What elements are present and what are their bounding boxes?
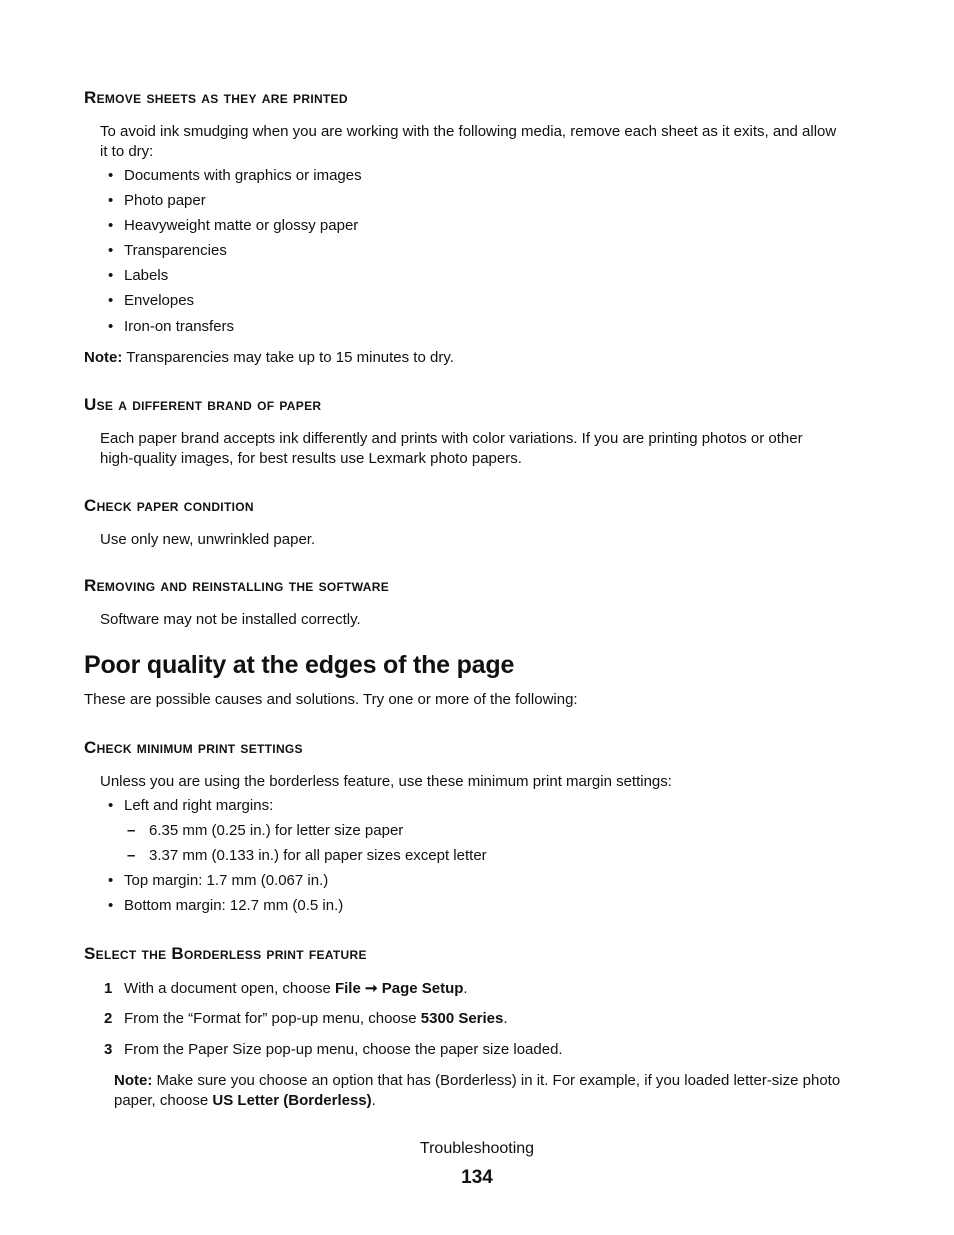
step-item: 1 With a document open, choose File ➞ Page Setup. (104, 980, 468, 997)
note-label: Note: (84, 349, 123, 366)
page-title: Poor quality at the edges of the page (84, 651, 515, 679)
paragraph-remove-sheets-line2: it to dry: (100, 143, 154, 160)
footer-section-title: Troubleshooting (419, 1140, 535, 1157)
list-item: • Photo paper (108, 192, 206, 209)
paragraph-check-paper: Use only new, unwrinkled paper. (100, 531, 316, 548)
list-item: • Labels (108, 267, 169, 284)
step-number: 2 (104, 1010, 113, 1027)
list-item: • Documents with graphics or images (108, 167, 362, 184)
section-heading-check-minimum: Check minimum print settings (84, 738, 303, 757)
note-borderless-line2: paper, choose US Letter (Borderless). (114, 1092, 376, 1109)
step-item: 2 From the “Format for” pop-up menu, choose 5300 Series. (104, 1010, 508, 1027)
bullet-icon: • (108, 797, 114, 814)
paragraph-intro: These are possible causes and solutions. Try one or more of the following: (84, 691, 578, 708)
page-number: 134 (461, 1167, 493, 1188)
bullet-icon: • (108, 267, 114, 284)
section-heading-check-paper: Check paper condition (84, 496, 254, 515)
bullet-icon: • (108, 192, 114, 209)
paragraph-check-minimum: Unless you are using the borderless feature, use these minimum print margin settings: (100, 773, 672, 790)
bullet-icon: • (108, 897, 114, 914)
step-item: 3 From the Paper Size pop-up menu, choose the paper size loaded. (104, 1041, 563, 1058)
list-item: • Envelopes (108, 292, 195, 309)
arrow-icon: ➞ (360, 980, 382, 997)
note-label: Note: (114, 1072, 153, 1089)
paragraph-reinstall: Software may not be installed correctly. (100, 611, 361, 628)
sub-list-item: – 3.37 mm (0.133 in.) for all paper sizes except letter (127, 847, 487, 864)
list-item: • Top margin: 1.7 mm (0.067 in.) (108, 872, 329, 889)
list-item: • Bottom margin: 12.7 mm (0.5 in.) (108, 897, 344, 914)
step-number: 3 (104, 1041, 113, 1058)
note-transparencies: Note: Transparencies may take up to 15 minutes to dry. (84, 349, 454, 366)
section-heading-remove-sheets: Remove sheets as they are printed (84, 88, 348, 107)
list-item: • Transparencies (108, 242, 227, 259)
dash-icon: – (127, 822, 136, 839)
bullet-icon: • (108, 318, 114, 335)
bullet-icon: • (108, 217, 114, 234)
paragraph-different-brand-line2: high-quality images, for best results use Lexmark photo papers. (100, 450, 522, 467)
section-heading-different-brand: Use a different brand of paper (84, 395, 322, 414)
list-item: • Heavyweight matte or glossy paper (108, 217, 359, 234)
step-number: 1 (104, 980, 113, 997)
section-heading-borderless: Select the Borderless print feature (84, 944, 367, 963)
list-item: • Iron-on transfers (108, 318, 235, 335)
bullet-icon: • (108, 292, 114, 309)
bullet-icon: • (108, 872, 114, 889)
sub-list-item: – 6.35 mm (0.25 in.) for letter size paper (127, 822, 404, 839)
section-heading-reinstall: Removing and reinstalling the software (84, 576, 390, 595)
list-item: • Left and right margins: (108, 797, 274, 814)
bullet-icon: • (108, 167, 114, 184)
dash-icon: – (127, 847, 136, 864)
paragraph-remove-sheets-line1: To avoid ink smudging when you are working with the following media, remove each sheet as it exits, and allow (100, 123, 837, 140)
bullet-icon: • (108, 242, 114, 259)
note-borderless-line1: Note: Make sure you choose an option that has (Borderless) in it. For example, if you loaded letter-size photo (114, 1072, 841, 1089)
paragraph-different-brand-line1: Each paper brand accepts ink differently and prints with color variations. If you are printing photos or other (100, 430, 803, 447)
